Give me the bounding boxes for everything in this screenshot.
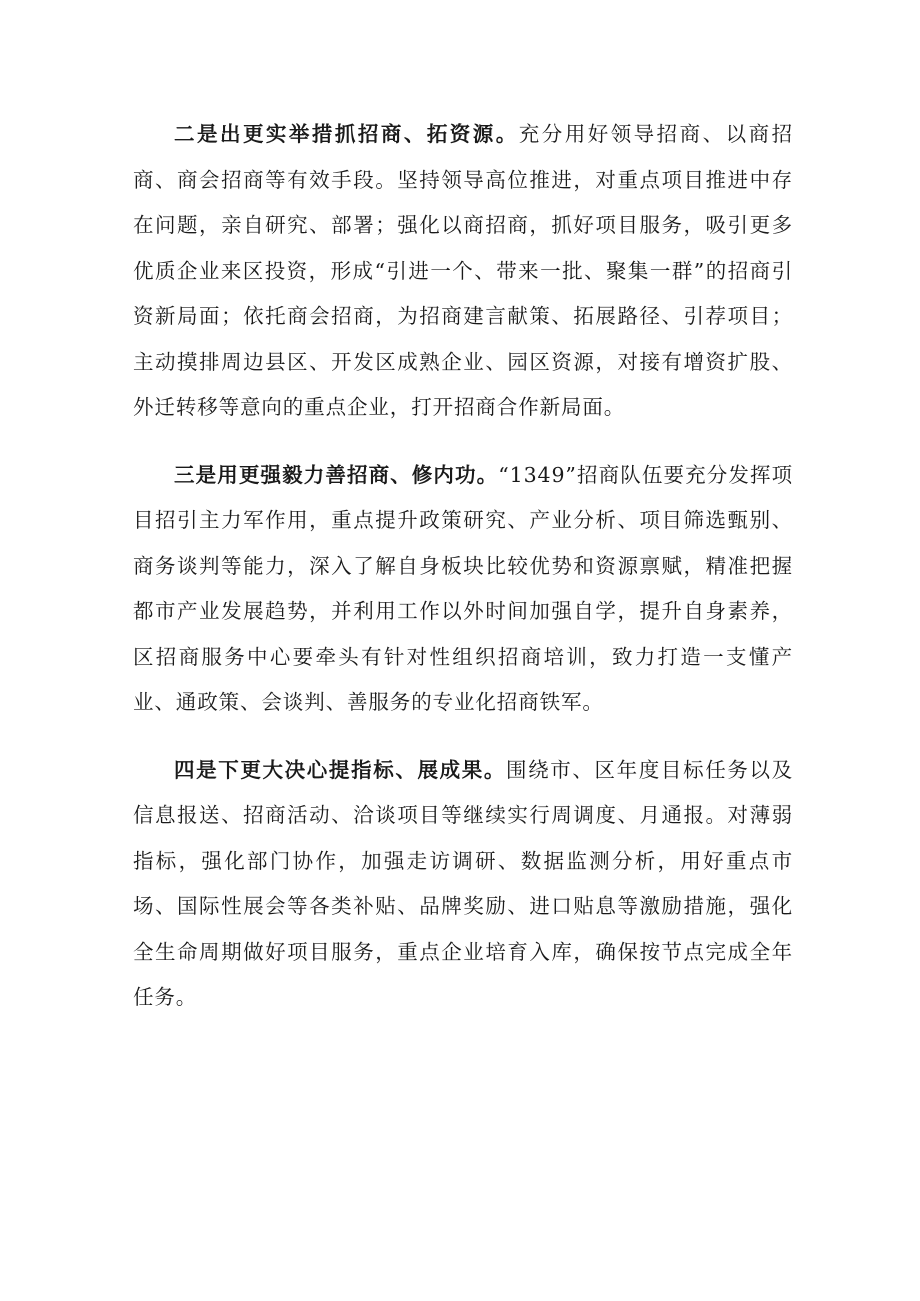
paragraph-text: 围绕市、区年度目标任务以及信息报送、招商活动、洽谈项目等继续实行周调度、月通报。对薄弱指标，强化部门协作，加强走访调研、数据监测分析，用好重点市场、国际性展会等各类补贴、品牌奖励、进口贴息等激励措施，强化全生命周期做好项目服务，重点企业培育入库，确保按节点完成全年任务。 bbox=[133, 757, 793, 1009]
document-body bbox=[133, 112, 793, 1021]
paragraph-indicators-results bbox=[133, 748, 793, 1021]
paragraph-team-capability bbox=[133, 453, 793, 726]
paragraph-heading: 二是出更实举措抓招商、拓资源。 bbox=[174, 122, 519, 146]
paragraph-text: 充分用好领导招商、以商招商、商会招商等有效手段。坚持领导高位推进，对重点项目推进中存在问题，亲自研究、部署；强化以商招商，抓好项目服务，吸引更多优质企业来区投资，形成“引进一个、带来一批、聚集一群”的招商引资新局面；依托商会招商，为招商建言献策、拓展路径、引荐项目；主动摸排周边县区、开发区成熟企业、园区资源，对接有增资扩股、外迁转移等意向的重点企业，打开招商合作新局面。 bbox=[133, 122, 793, 419]
paragraph-text: “1349”招商队伍要充分发挥项目招引主力军作用，重点提升政策研究、产业分析、项目筛选甄别、商务谈判等能力，深入了解自身板块比较优势和资源禀赋，精准把握都市产业发展趋势，并利用工作以外时间加强自学，提升自身素养，区招商服务中心要牵头有针对性组织招商培训，致力打造一支懂产业、通政策、会谈判、善服务的专业化招商铁军。 bbox=[133, 462, 793, 714]
paragraph-heading: 四是下更大决心提指标、展成果。 bbox=[174, 757, 506, 782]
paragraph-investment-resources bbox=[133, 112, 793, 431]
paragraph-heading: 三是用更强毅力善招商、修内功。 bbox=[174, 462, 499, 487]
